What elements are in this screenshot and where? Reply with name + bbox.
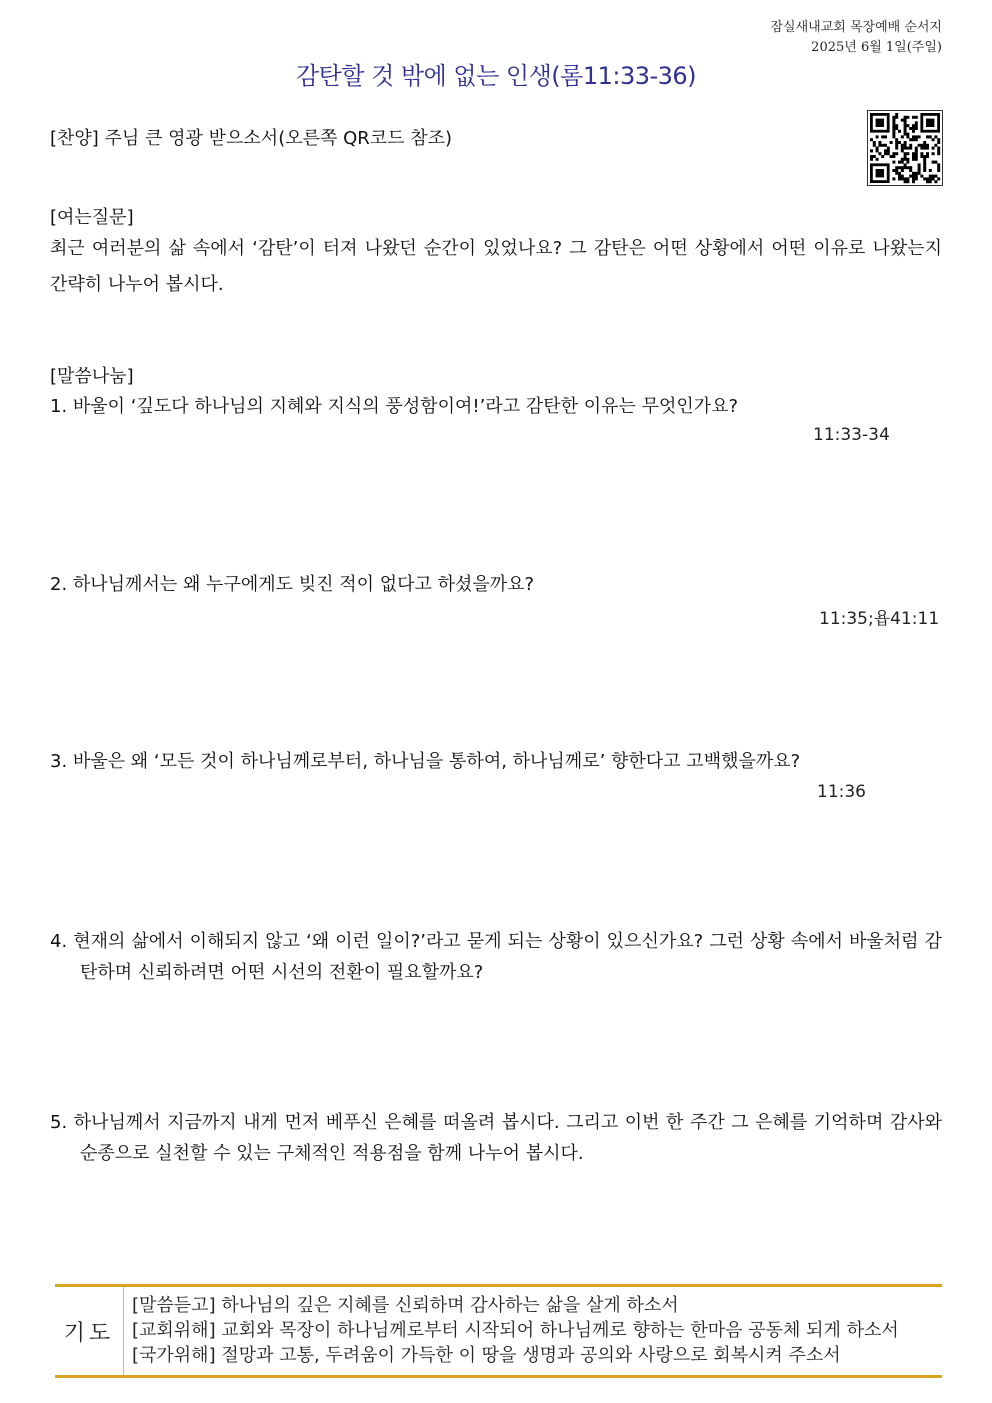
question-2-reference: 11:35;욥41:11 [819, 609, 940, 629]
question-4: 4. 현재의 삶에서 이해되지 않고 ‘왜 이런 일이?’라고 묻게 되는 상황이 있으신가요? 그런 상황 속에서 바울처럼 감탄하며 신뢰하려면 어떤 시선의 전환이 필요할까요? [50, 931, 942, 983]
question-3: 3. 바울은 왜 ‘모든 것이 하나님께로부터, 하나님을 통하여, 하나님께로’ 향한다고 고백했을까요? [50, 751, 801, 772]
prayer-label: 기도 [55, 1287, 124, 1375]
hymn-line: [찬양] 주님 큰 영광 받으소서(오른쪽 QR코드 참조) [50, 128, 453, 149]
prayer-line-nation: [국가위해] 절망과 고통, 두려움이 가득한 이 땅을 생명과 공의와 사랑으로 회복시켜 주소서 [132, 1345, 841, 1366]
opening-question-heading: [여는질문] [50, 207, 134, 228]
question-2: 2. 하나님께서는 왜 누구에게도 빚진 적이 없다고 하셨을까요? [50, 574, 535, 595]
question-5: 5. 하나님께서 지금까지 내게 먼저 베푸신 은혜를 떠올려 봅시다. 그리고 이번 한 주간 그 은혜를 기억하며 감사와 순종으로 실천할 수 있는 구체적인 적용점을 함께 나누어 봅시다. [50, 1112, 942, 1164]
question-1-reference: 11:33-34 [813, 425, 890, 445]
sharing-heading: [말씀나눔] [50, 366, 134, 387]
prayer-box [55, 1284, 942, 1378]
qr-code-icon[interactable] [867, 110, 943, 186]
question-3-reference: 11:36 [817, 782, 866, 802]
church-bulletin-name: 잠실새내교회 목장예배 순서지 [770, 20, 942, 35]
prayer-line-word: [말씀듣고] 하나님의 깊은 지혜를 신뢰하며 감사하는 삶을 살게 하소서 [132, 1295, 679, 1316]
prayer-lines [124, 1287, 899, 1375]
opening-question-text: 최근 여러분의 삶 속에서 ‘감탄’이 터져 나왔던 순간이 있었나요? 그 감탄은 어떤 상황에서 어떤 이유로 나왔는지 간략히 나누어 봅시다. [50, 238, 942, 295]
header-info [770, 18, 942, 58]
service-date: 2025년 6월 1일(주일) [811, 40, 942, 55]
prayer-line-church: [교회위해] 교회와 목장이 하나님께로부터 시작되어 하나님께로 향하는 한마음 공동체 되게 하소서 [132, 1320, 899, 1341]
question-1: 1. 바울이 ‘깊도다 하나님의 지혜와 지식의 풍성함이여!’라고 감탄한 이유는 무엇인가요? [50, 396, 739, 417]
sermon-title: 감탄할 것 밖에 없는 인생(롬11:33-36) [295, 62, 697, 90]
